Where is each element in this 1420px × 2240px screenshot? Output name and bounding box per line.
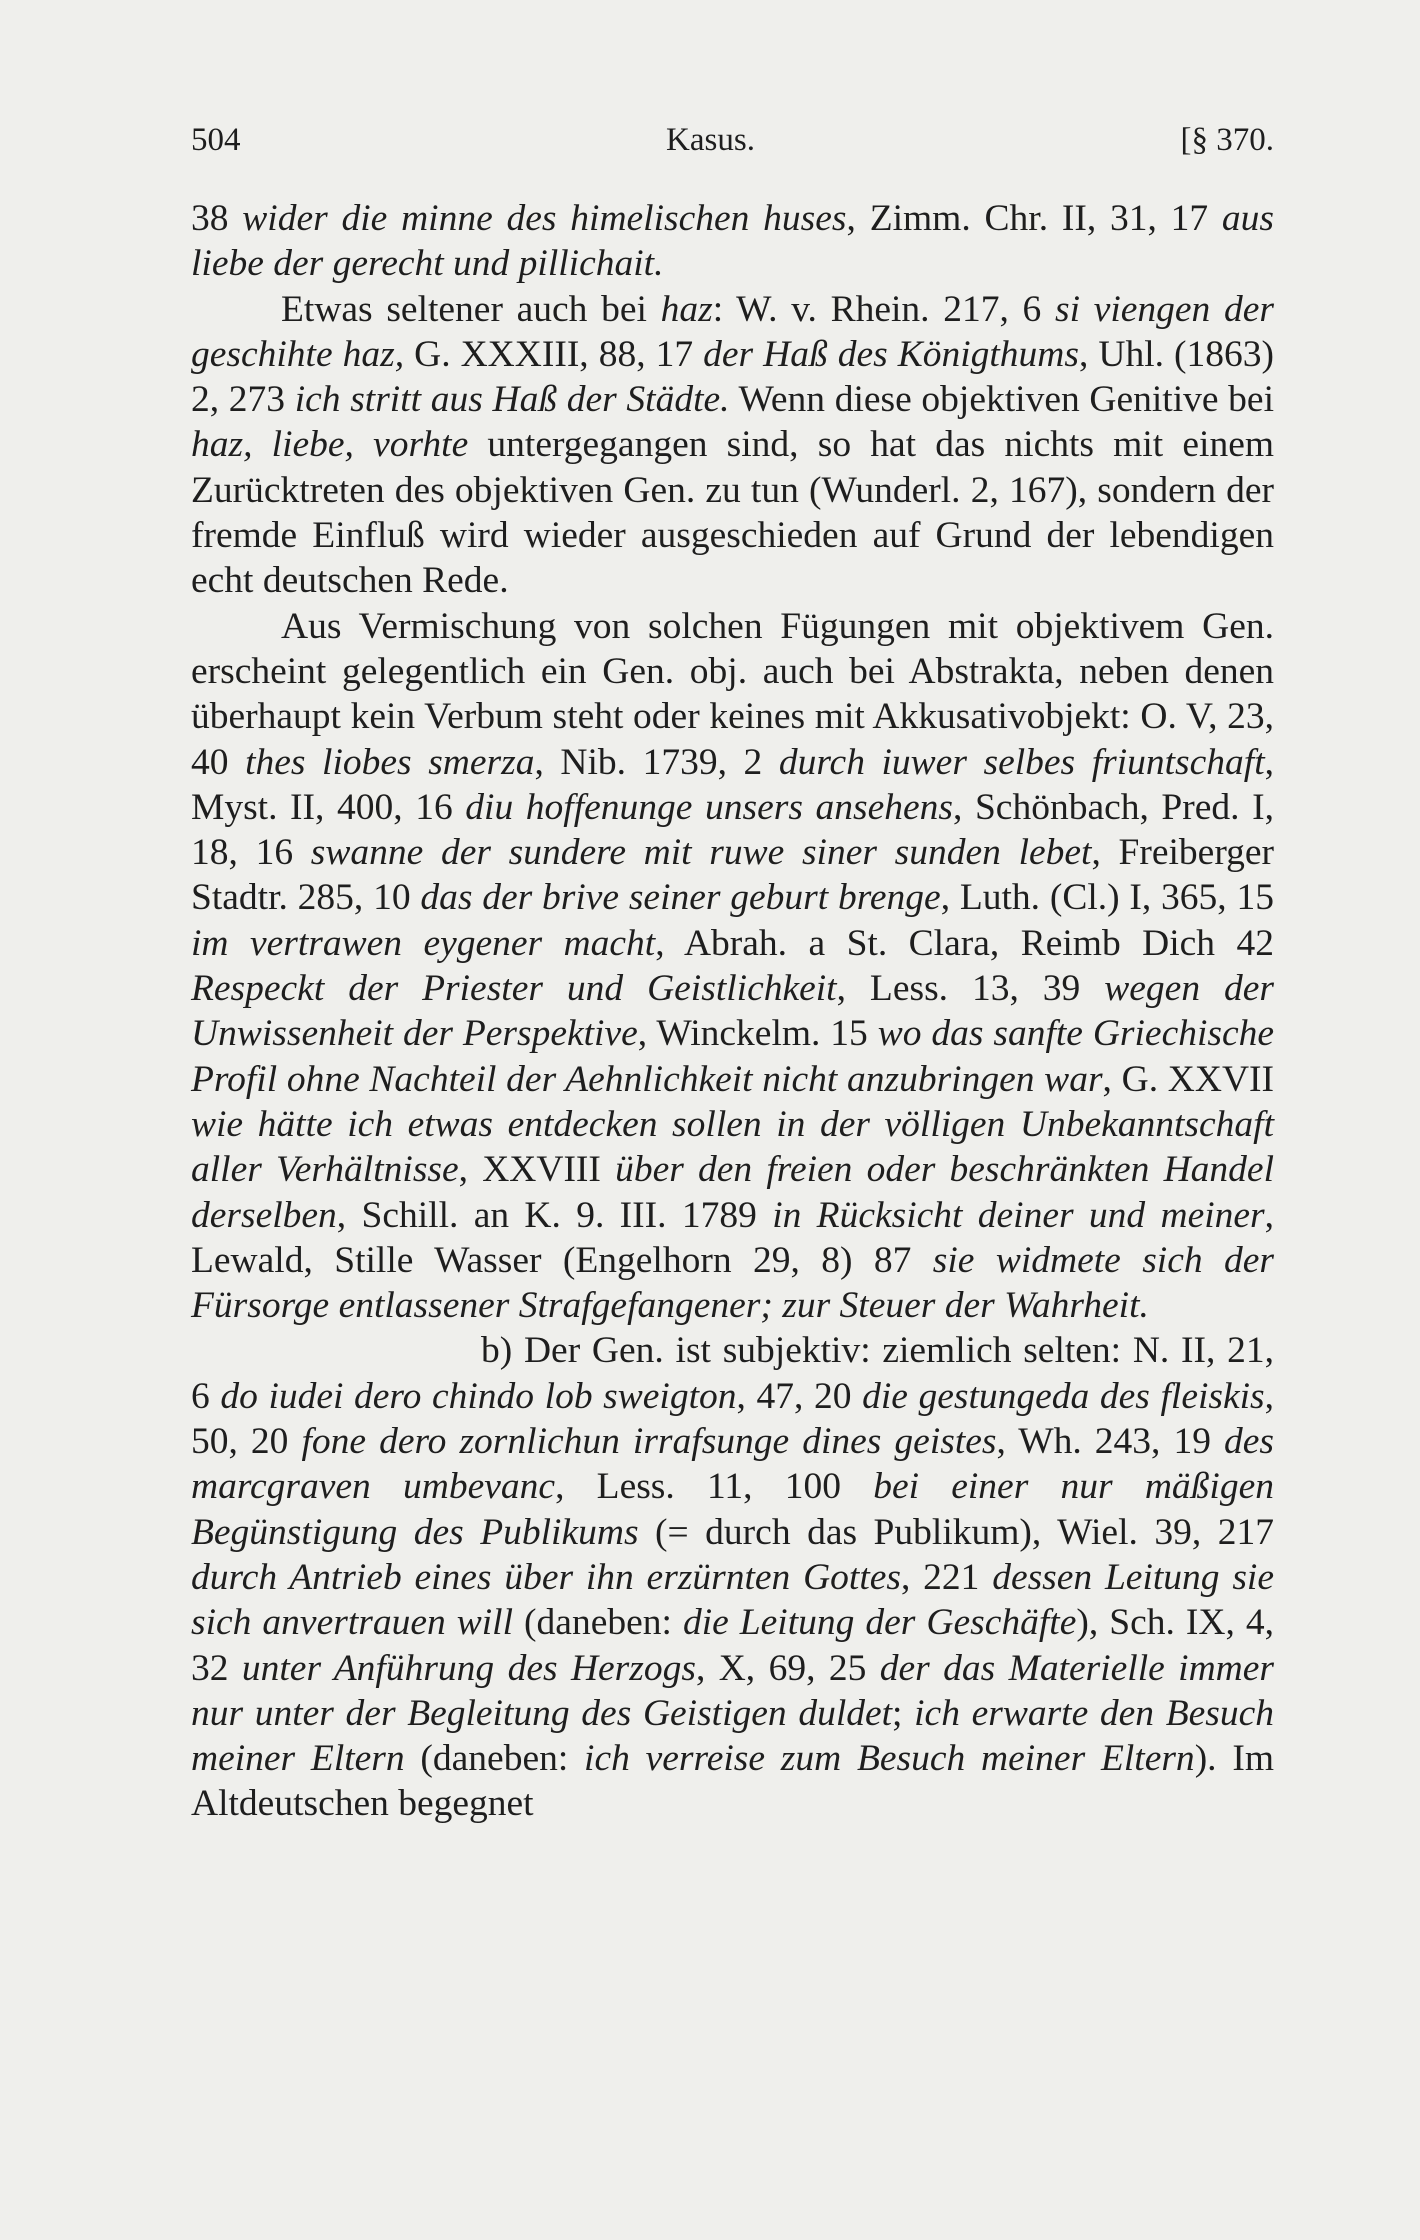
text-run: , 50, 20: [191, 1375, 1275, 1463]
text-run: , Schönbach, Pred. I, 18, 16: [191, 786, 1274, 874]
citation-quote: wie hätte ich etwas entdecken sollen in der völligen Unbekanntschaft aller Verhältnisse: [191, 1103, 1274, 1191]
text-run: : W. v. Rhein. 217, 6: [712, 288, 1055, 330]
citation-quote: diu hoffenunge unsers ansehens: [465, 786, 953, 828]
citation-quote: des marcgraven umbevanc: [191, 1421, 1275, 1508]
citation-quote: im vertrawen eygener macht: [191, 922, 656, 964]
text-run: , G. XXVII: [1102, 1058, 1275, 1100]
paragraph-3: [191, 604, 1274, 1329]
citation-quote: wider die minne des himelischen huses: [242, 198, 847, 239]
running-header: [191, 122, 1274, 159]
citation-quote: do iudei dero chindo lob sweigton: [220, 1375, 737, 1417]
text-run: untergegangen sind, so hat das nichts mit einem Zurücktreten des objektiven Gen. zu tun (Wunderl. 2, 167), sondern der fremde Einfluß wird wieder ausgeschieden auf Grund der lebendigen echt deutschen Rede.: [191, 424, 1275, 602]
citation-quote: haz, liebe, vorhte: [191, 424, 469, 466]
text-run: , Lewald, Stille Wasser (Engelhorn 29, 8) 87: [191, 1194, 1275, 1281]
text-run: Aus Vermischung von solchen Fügungen mit objektivem Gen. erscheint gelegentlich ein Gen. obj. auch bei Abstrakta, neben denen überhaupt kein Verbum steht oder keines mit Akkusativobjekt: O. V, 23, 40: [191, 605, 1274, 783]
text-run: , Winckelm. 15: [637, 1013, 878, 1055]
citation-quote: das der brive seiner geburt brenge: [420, 877, 941, 919]
citation-quote: der Haß des Königthums: [703, 333, 1079, 375]
paragraph-4: [191, 1328, 1274, 1826]
citation-quote: durch iuwer selbes friuntschaft: [778, 741, 1265, 783]
citation-quote: durch Antrieb eines über ihn erzürnten Gottes: [191, 1556, 901, 1598]
text-run: (= durch das Publikum), Wiel. 39, 217: [638, 1511, 1274, 1553]
text-run: G. XXXIII, 88, 17: [404, 333, 704, 375]
text-run: , Schill. an K. 9. III. 1789: [336, 1194, 773, 1236]
paragraph-1: [191, 196, 1274, 287]
citation-quote: thes liobes smerza: [245, 741, 535, 783]
citation-quote: sie widmete sich der Fürsorge entlassener Strafgefangener; zur Steuer der Wahrheit.: [191, 1239, 1274, 1327]
text-run: b) Der Gen. ist subjektiv: ziemlich selten: N. II, 21, 6: [191, 1330, 1274, 1417]
text-run: (daneben:: [513, 1602, 683, 1644]
citation-quote: bei einer nur mäßigen Begünstigung des Publikums: [191, 1466, 1274, 1553]
text-run: ). Im Altdeutschen begegnet: [191, 1738, 1274, 1825]
citation-quote: die Leitung der Geschäfte: [682, 1602, 1077, 1644]
citation-quote: fone dero zornlichun irrafsunge dines geistes: [301, 1421, 997, 1463]
citation-quote: wegen der Unwissenheit der Perspektive: [191, 968, 1275, 1055]
citation-quote: unter Anführung des Herzogs: [241, 1647, 696, 1689]
citation-quote: der das Materielle immer nur unter der Begleitung des Geistigen duldet: [191, 1647, 1274, 1734]
text-run: , 47, 20: [736, 1375, 863, 1417]
citation-quote: aus liebe der gerecht und pillichait.: [191, 198, 1275, 285]
text-run: ), Sch. IX, 4, 32: [191, 1602, 1275, 1689]
text-run: , Luth. (Cl.) I, 365, 15: [940, 877, 1274, 919]
text-run: , 221: [900, 1556, 993, 1598]
citation-quote: Respeckt der Priester und Geistlichkeit: [191, 968, 837, 1010]
citation-quote: haz: [660, 288, 713, 330]
text-run: , Less. 11, 100: [555, 1466, 874, 1508]
text-run: , Zimm. Chr. II, 31, 17: [846, 198, 1222, 239]
text-run: , Wh. 243, 19: [996, 1421, 1225, 1463]
text-run: ;: [892, 1692, 915, 1734]
citation-quote: swanne der sundere mit ruwe siner sunden lebet: [310, 832, 1092, 874]
body-text: [191, 196, 1274, 1827]
text-run: , X, 69, 25: [695, 1647, 880, 1689]
citation-quote: ich stritt aus Haß der Städte.: [294, 379, 730, 421]
page-number: 504: [191, 122, 241, 158]
citation-quote: in Rücksicht deiner und meiner: [772, 1194, 1265, 1236]
section-number: [§ 370.: [1180, 122, 1274, 158]
running-title: Kasus.: [666, 122, 755, 158]
text-run: 38: [191, 198, 243, 239]
citation-quote: die gestungeda des fleiskis: [862, 1375, 1265, 1417]
text-run: , Nib. 1739, 2: [534, 741, 779, 783]
text-run: , Freiberger Stadtr. 285, 10: [191, 832, 1275, 919]
text-run: (daneben:: [404, 1738, 585, 1780]
paragraph-2: [191, 287, 1274, 604]
citation-quote: ich verreise zum Besuch meiner Eltern: [584, 1738, 1195, 1780]
citation-quote: über den freien oder beschränkten Handel derselben: [191, 1149, 1274, 1236]
text-run: , Myst. II, 400, 16: [191, 741, 1274, 828]
text-run: , Abrah. a St. Clara, Reimb Dich 42: [655, 922, 1274, 964]
text-run: Etwas seltener auch bei: [281, 288, 661, 330]
text-run: Wenn diese objektiven Genitive bei: [729, 379, 1274, 421]
citation-quote: si viengen der geschihte haz,: [191, 288, 1274, 375]
citation-quote: dessen Leitung sie sich anvertrauen will: [191, 1556, 1274, 1644]
citation-quote: ich erwarte den Besuch meiner Eltern: [191, 1692, 1274, 1780]
text-run: , XXVIII: [458, 1149, 616, 1191]
text-run: , Uhl. (1863) 2, 273: [191, 333, 1274, 421]
text-run: , Less. 13, 39: [836, 968, 1105, 1010]
citation-quote: wo das sanfte Griechische Profil ohne Nachteil der Aehnlichkeit nicht anzubringen war: [191, 1013, 1275, 1100]
